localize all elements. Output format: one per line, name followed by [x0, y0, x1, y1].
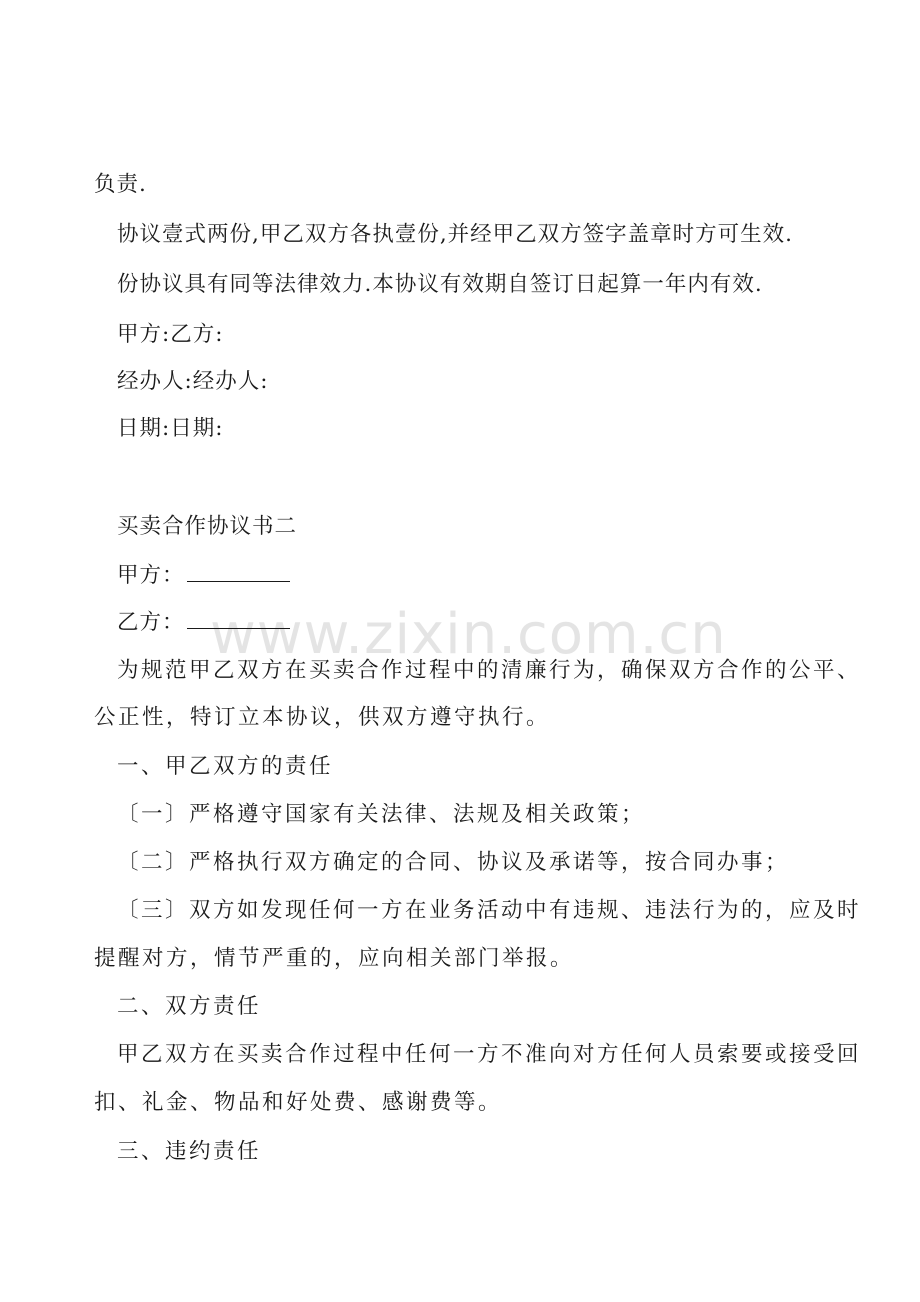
paragraph-line: 公正性，特订立本协议，供双方遵守执行。 — [94, 705, 551, 730]
heading-line: 二、双方责任 — [117, 994, 262, 1019]
heading-line: 一、甲乙双方的责任 — [117, 754, 334, 779]
text-line: 负责. — [94, 172, 147, 197]
signature-party-line: 甲方:乙方: — [117, 322, 224, 347]
clause-line: 〔一〕严格遵守国家有关法律、法规及相关政策； — [117, 802, 646, 827]
watermark: www.zixin.com.cn — [210, 602, 727, 667]
clause-line: 〔三〕双方如发现任何一方在业务活动中有违规、违法行为的，应及时 — [117, 898, 862, 923]
text-line: 协议壹式两份,甲乙双方各执壹份,并经甲乙双方签字盖章时方可生效. — [117, 222, 794, 247]
paragraph-line: 扣、礼金、物品和好处费、感谢费等。 — [94, 1090, 503, 1115]
clause-line: 提醒对方，情节严重的，应向相关部门举报。 — [94, 946, 575, 971]
party-a-label: 甲方： — [117, 563, 185, 588]
signature-agent-line: 经办人:经办人: — [117, 369, 269, 394]
section-title: 买卖合作协议书二 — [117, 514, 298, 539]
paragraph-line: 为规范甲乙双方在买卖合作过程中的清廉行为，确保双方合作的公平、 — [117, 658, 862, 683]
signature-date-line: 日期:日期: — [117, 416, 224, 441]
party-b-blank — [187, 610, 290, 629]
party-a-blank — [187, 563, 290, 582]
text-line: 份协议具有同等法律效力.本协议有效期自签订日起算一年内有效. — [117, 272, 763, 297]
party-a-line — [117, 561, 290, 591]
clause-line: 〔二〕严格执行双方确定的合同、协议及承诺等，按合同办事； — [117, 850, 790, 875]
heading-line: 三、违约责任 — [117, 1139, 262, 1164]
party-b-line — [117, 608, 290, 638]
paragraph-line: 甲乙双方在买卖合作过程中任何一方不准向对方任何人员索要或接受回 — [117, 1042, 862, 1067]
party-b-label: 乙方： — [117, 610, 185, 635]
